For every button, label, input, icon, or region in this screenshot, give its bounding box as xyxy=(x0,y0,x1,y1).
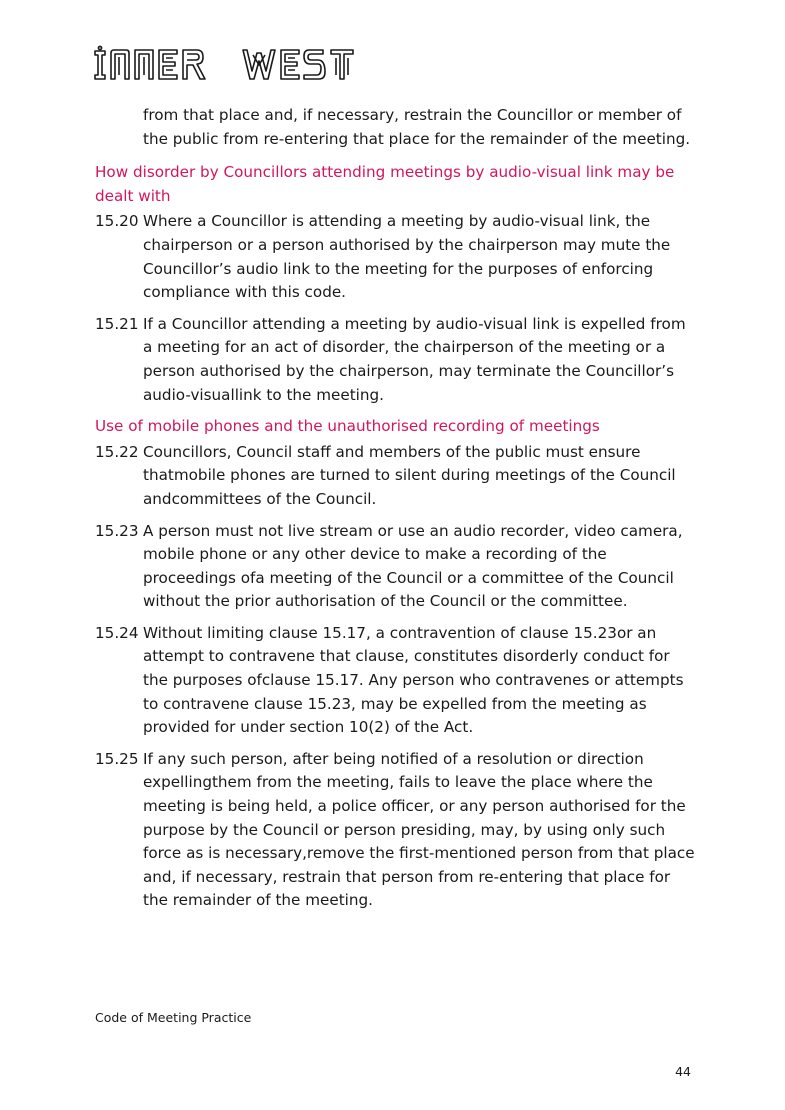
clause-text: Where a Councillor is attending a meeting by audio-visual link, the chairperson or a person authorised by the chairperson may mute the Councillor’s audio link to the meeting for the purposes of enforcing compliance with this code. xyxy=(143,212,671,302)
logo-letter-n xyxy=(111,50,129,79)
logo-letter-e xyxy=(159,50,177,79)
clause xyxy=(95,748,695,913)
logo-letter-i xyxy=(95,46,105,79)
section-heading: Use of mobile phones and the unauthorised recording of meetings xyxy=(95,417,600,436)
clause xyxy=(95,441,695,512)
logo-letter-t xyxy=(331,50,353,79)
document-body xyxy=(95,104,695,921)
clause-text: If a Councillor attending a meeting by audio-visual link is expelled from a meeting for an act of disorder, the chairperson of the meeting or a person authorised by the chairperson, may terminate the Councillor’s audio-visuallink to the meeting. xyxy=(143,314,686,404)
clause-number: 15.25 xyxy=(95,749,139,768)
clause-text: A person must not live stream or use an audio recorder, video camera, mobile phone or any other device to make a recording of the proceedings ofa meeting of the Council or a committee of the Council without the prior authorisation of the Council or the committee. xyxy=(143,521,683,611)
section-mobile-phones-recording xyxy=(95,415,695,913)
clause-number: 15.21 xyxy=(95,314,139,333)
clause-text: Councillors, Council staff and members of the public must ensure thatmobile phones are turned to silent during meetings of the Council andcommittees of the Council. xyxy=(143,442,676,508)
logo-letter-n-2 xyxy=(135,50,153,79)
clause-number: 15.23 xyxy=(95,521,139,540)
clause xyxy=(95,520,695,614)
logo-letter-s xyxy=(304,50,325,79)
clause-number: 15.22 xyxy=(95,442,139,461)
clause-number: 15.24 xyxy=(95,623,139,642)
clause-text: If any such person, after being notified of a resolution or direction expellingthem from the meeting, fails to leave the place where the meeting is being held, a police officer, or any person authorised for the purpose by the Council or person presiding, may, by using only such force as is necessary,remove the first-mentioned person from that place and, if necessary, restrain that person from re-entering that place for the remainder of the meeting. xyxy=(143,749,695,910)
clause xyxy=(95,313,695,407)
clause-number: 15.20 xyxy=(95,212,139,231)
continued-paragraph: from that place and, if necessary, restrain the Councillor or member of the public from re-entering that place for the remainder of the meeting. xyxy=(143,106,691,148)
clause-text: Without limiting clause 15.17, a contravention of clause 15.23or an attempt to contravene that clause, constitutes disorderly conduct for the purposes ofclause 15.17. Any person who contravenes or attempts to contravene clause 15.23, may be expelled from the meeting as provided for under section 10(2) of the Act. xyxy=(143,623,684,737)
logo-letter-w xyxy=(243,50,275,79)
inner-west-logo xyxy=(93,45,393,83)
clause xyxy=(95,210,695,304)
logo-letter-r xyxy=(183,50,205,79)
clause xyxy=(95,622,695,740)
logo-letter-e-2 xyxy=(281,50,299,79)
document-footer-title: Code of Meeting Practice xyxy=(95,1010,252,1025)
section-heading: How disorder by Councillors attending meetings by audio-visual link may be dealt with xyxy=(95,163,675,205)
section-audio-visual-disorder xyxy=(95,161,695,407)
page-number: 44 xyxy=(675,1064,691,1079)
